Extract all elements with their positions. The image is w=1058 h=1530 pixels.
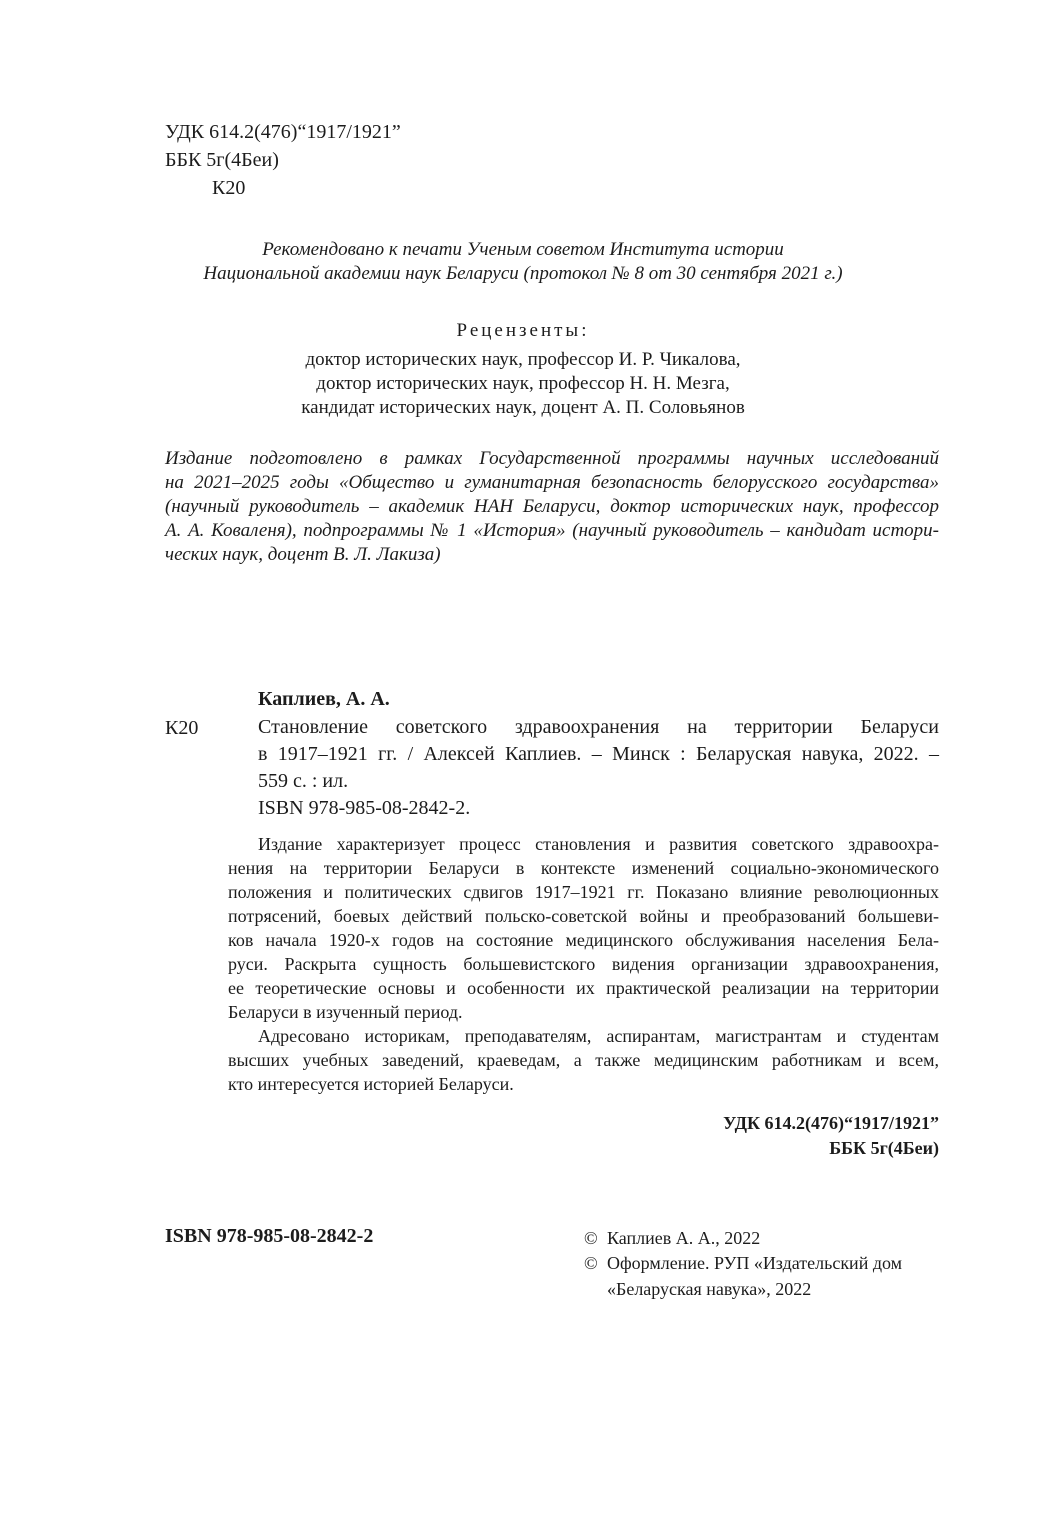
copyright-line-continuation: «Беларуская навука», 2022 bbox=[607, 1279, 812, 1299]
annotation bbox=[228, 832, 939, 1096]
recommendation-line: Национальной академии наук Беларуси (протокол № 8 от 30 сентября 2021 г.) bbox=[203, 263, 843, 284]
copyright-symbol: © bbox=[584, 1253, 598, 1273]
program-line: А. А. Коваленя), подпрограммы № 1 «История» (научный руководитель – кандидат истори- bbox=[165, 520, 939, 541]
program-line: ческих наук, доцент В. Л. Лакиза) bbox=[165, 544, 441, 565]
bbk-code-bottom: ББК 5г(4Беи) bbox=[829, 1138, 939, 1158]
program-line: Издание подготовлено в рамках Государственной программы научных исследований bbox=[165, 448, 939, 469]
copyright-text: Оформление. РУП «Издательский дом bbox=[607, 1253, 903, 1273]
annotation-line: положения и политических сдвигов 1917–1921 гг. Показано влияние революционных bbox=[228, 882, 939, 902]
copyright-line bbox=[584, 1250, 902, 1276]
recommendation-line: Рекомендовано к печати Ученым советом Института истории bbox=[262, 239, 784, 260]
bibliographic-description bbox=[258, 714, 939, 795]
copyright-symbol: © bbox=[584, 1228, 598, 1248]
annotation-line: нения на территории Беларуси в контексте изменений социально-экономического bbox=[228, 858, 939, 878]
annotation-line: Адресовано историкам, преподавателям, аспирантам, магистрантам и студентам bbox=[258, 1026, 939, 1046]
bib-line: в 1917–1921 гг. / Алексей Каплиев. – Минск : Беларуская навука, 2022. – bbox=[258, 743, 939, 765]
copyright-line bbox=[584, 1225, 760, 1251]
reviewers-title: Рецензенты: bbox=[456, 320, 590, 341]
author-mark-top: К20 bbox=[212, 177, 246, 199]
program-line: (научный руководитель – академик НАН Беларуси, доктор исторических наук, профессор bbox=[165, 496, 939, 517]
isbn-bottom: ISBN 978-985-08-2842-2 bbox=[165, 1225, 374, 1247]
entry-author: Каплиев, А. А. bbox=[258, 688, 390, 710]
annotation-line: высших учебных заведений, краеведам, а также медицинским работникам и всем, bbox=[228, 1050, 939, 1070]
program-statement bbox=[165, 447, 939, 567]
annotation-line: кто интересуется историей Беларуси. bbox=[228, 1074, 514, 1094]
annotation-line: ков начала 1920-х годов на состояние медицинского обслуживания населения Бела- bbox=[228, 930, 939, 950]
reviewer-item: кандидат исторических наук, доцент А. П. Соловьянов bbox=[301, 397, 745, 418]
bib-line: Становление советского здравоохранения на территории Беларуси bbox=[258, 716, 939, 738]
annotation-line: потрясений, боевых действий польско-советской войны и преобразований большеви- bbox=[228, 906, 939, 926]
bib-line: 559 с. : ил. bbox=[258, 770, 349, 792]
program-line: на 2021–2025 годы «Общество и гуманитарная безопасность белорусского государства» bbox=[165, 472, 939, 493]
reviewer-item: доктор исторических наук, профессор Н. Н. Мезга, bbox=[316, 373, 730, 394]
annotation-line: Беларуси в изученный период. bbox=[228, 1002, 463, 1022]
entry-isbn: ISBN 978-985-08-2842-2. bbox=[258, 797, 471, 819]
annotation-line: руси. Раскрыта сущность большевистского видения организации здравоохранения, bbox=[228, 954, 939, 974]
annotation-line: Издание характеризует процесс становления и развития советского здравоохра- bbox=[258, 834, 939, 854]
copyright-text: Каплиев А. А., 2022 bbox=[607, 1228, 761, 1248]
annotation-line: ее теоретические основы и особенности их практической реализации на территории bbox=[228, 978, 939, 998]
reviewer-item: доктор исторических наук, профессор И. Р. Чикалова, bbox=[305, 349, 741, 370]
bbk-code-top: ББК 5г(4Беи) bbox=[165, 149, 279, 171]
udk-code-bottom: УДК 614.2(476)“1917/1921” bbox=[723, 1113, 939, 1133]
entry-author-mark: К20 bbox=[165, 717, 199, 739]
udk-code-top: УДК 614.2(476)“1917/1921” bbox=[165, 121, 401, 143]
